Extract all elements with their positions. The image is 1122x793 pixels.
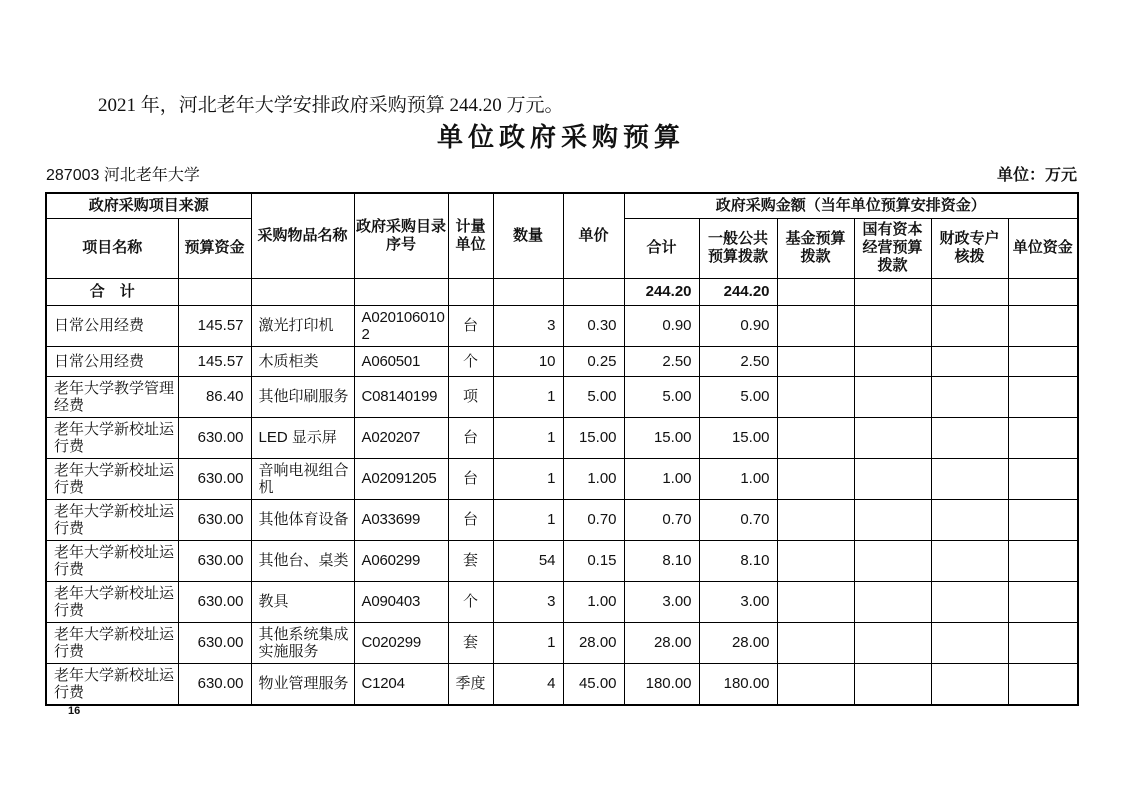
cell-item-name: 其他体育设备 (251, 499, 354, 540)
header-catalog-no: 政府采购目录序号 (354, 193, 448, 278)
header-total: 合计 (624, 218, 699, 278)
table-row (46, 663, 1078, 705)
summary-empty-cell (777, 278, 854, 305)
cell-total: 5.00 (624, 376, 699, 417)
cell-measure-unit: 套 (448, 622, 493, 663)
cell-quantity: 3 (493, 305, 563, 346)
cell-fiscal-account (931, 622, 1008, 663)
cell-quantity: 1 (493, 499, 563, 540)
summary-empty-cell (448, 278, 493, 305)
header-measure-unit: 计量单位 (448, 193, 493, 278)
header-state-capital-budget: 国有资本经营预算拨款 (854, 218, 931, 278)
cell-quantity: 1 (493, 458, 563, 499)
table-row (46, 622, 1078, 663)
cell-catalog-no: C020299 (354, 622, 448, 663)
intro-paragraph: 2021 年，河北老年大学安排政府采购预算 244.20 万元。 (98, 95, 564, 116)
cell-item-name: 物业管理服务 (251, 663, 354, 705)
cell-project-name: 老年大学新校址运行费 (46, 663, 178, 705)
cell-measure-unit: 套 (448, 540, 493, 581)
cell-unit-price: 15.00 (563, 417, 624, 458)
cell-project-name: 老年大学新校址运行费 (46, 581, 178, 622)
header-budget-funds: 预算资金 (178, 218, 251, 278)
cell-fiscal-account (931, 581, 1008, 622)
cell-project-name: 老年大学新校址运行费 (46, 499, 178, 540)
cell-state-capital-budget (854, 458, 931, 499)
cell-project-name: 日常公用经费 (46, 346, 178, 376)
cell-fund-budget (777, 458, 854, 499)
cell-general-budget: 1.00 (699, 458, 777, 499)
cell-catalog-no: A090403 (354, 581, 448, 622)
cell-measure-unit: 个 (448, 581, 493, 622)
header-general-budget: 一般公共预算拨款 (699, 218, 777, 278)
table-row (46, 581, 1078, 622)
cell-unit-funds (1008, 305, 1078, 346)
cell-project-name: 老年大学新校址运行费 (46, 417, 178, 458)
org-code-label: 287003 河北老年大学 (46, 167, 200, 184)
cell-state-capital-budget (854, 663, 931, 705)
cell-fiscal-account (931, 376, 1008, 417)
cell-unit-funds (1008, 622, 1078, 663)
cell-total: 180.00 (624, 663, 699, 705)
cell-project-name: 日常公用经费 (46, 305, 178, 346)
cell-project-name: 老年大学教学管理经费 (46, 376, 178, 417)
cell-state-capital-budget (854, 346, 931, 376)
header-row-1 (46, 193, 1078, 218)
cell-unit-price: 0.15 (563, 540, 624, 581)
cell-unit-price: 1.00 (563, 458, 624, 499)
cell-budget-funds: 630.00 (178, 663, 251, 705)
cell-total: 15.00 (624, 417, 699, 458)
cell-unit-funds (1008, 346, 1078, 376)
cell-budget-funds: 86.40 (178, 376, 251, 417)
cell-fund-budget (777, 305, 854, 346)
header-project-name: 项目名称 (46, 218, 178, 278)
cell-measure-unit: 台 (448, 458, 493, 499)
cell-fiscal-account (931, 499, 1008, 540)
unit-label: 单位：万元 (996, 167, 1077, 184)
cell-budget-funds: 145.57 (178, 346, 251, 376)
cell-general-budget: 15.00 (699, 417, 777, 458)
cell-budget-funds: 630.00 (178, 622, 251, 663)
table-row (46, 376, 1078, 417)
cell-quantity: 4 (493, 663, 563, 705)
cell-fund-budget (777, 376, 854, 417)
header-unit-funds: 单位资金 (1008, 218, 1078, 278)
cell-total: 2.50 (624, 346, 699, 376)
cell-total: 0.90 (624, 305, 699, 346)
cell-unit-funds (1008, 581, 1078, 622)
cell-budget-funds: 630.00 (178, 499, 251, 540)
cell-unit-price: 28.00 (563, 622, 624, 663)
table-meta-row (46, 165, 1077, 186)
cell-project-name: 老年大学新校址运行费 (46, 540, 178, 581)
summary-empty-cell (178, 278, 251, 305)
cell-item-name: 教具 (251, 581, 354, 622)
cell-item-name: 其他印刷服务 (251, 376, 354, 417)
cell-unit-price: 5.00 (563, 376, 624, 417)
cell-unit-price: 0.30 (563, 305, 624, 346)
cell-fiscal-account (931, 417, 1008, 458)
cell-item-name: 其他台、桌类 (251, 540, 354, 581)
table-row (46, 540, 1078, 581)
summary-empty-cell (1008, 278, 1078, 305)
header-source-group: 政府采购项目来源 (46, 193, 251, 218)
cell-total: 3.00 (624, 581, 699, 622)
cell-budget-funds: 630.00 (178, 417, 251, 458)
cell-state-capital-budget (854, 417, 931, 458)
header-item-name: 采购物品名称 (251, 193, 354, 278)
cell-unit-funds (1008, 499, 1078, 540)
cell-measure-unit: 项 (448, 376, 493, 417)
cell-budget-funds: 145.57 (178, 305, 251, 346)
cell-item-name: 激光打印机 (251, 305, 354, 346)
cell-catalog-no: C1204 (354, 663, 448, 705)
table-row (46, 499, 1078, 540)
cell-state-capital-budget (854, 499, 931, 540)
cell-general-budget: 0.90 (699, 305, 777, 346)
page-title: 单位政府采购预算 (436, 122, 685, 152)
cell-project-name: 老年大学新校址运行费 (46, 458, 178, 499)
header-unit-price: 单价 (563, 193, 624, 278)
cell-state-capital-budget (854, 376, 931, 417)
cell-unit-funds (1008, 540, 1078, 581)
cell-catalog-no: A033699 (354, 499, 448, 540)
cell-fund-budget (777, 663, 854, 705)
cell-fund-budget (777, 417, 854, 458)
cell-unit-funds (1008, 663, 1078, 705)
table-row (46, 458, 1078, 499)
table-body (46, 278, 1078, 705)
cell-item-name: 木质柜类 (251, 346, 354, 376)
cell-total: 1.00 (624, 458, 699, 499)
cell-measure-unit: 台 (448, 305, 493, 346)
cell-general-budget: 28.00 (699, 622, 777, 663)
cell-unit-funds (1008, 417, 1078, 458)
summary-empty-cell (854, 278, 931, 305)
cell-total: 0.70 (624, 499, 699, 540)
table-row (46, 417, 1078, 458)
header-fiscal-account: 财政专户核拨 (931, 218, 1008, 278)
cell-budget-funds: 630.00 (178, 540, 251, 581)
cell-catalog-no: C08140199 (354, 376, 448, 417)
summary-row (46, 278, 1078, 305)
cell-project-name: 老年大学新校址运行费 (46, 622, 178, 663)
summary-empty-cell (931, 278, 1008, 305)
summary-empty-cell (354, 278, 448, 305)
cell-unit-funds (1008, 376, 1078, 417)
cell-fund-budget (777, 540, 854, 581)
cell-total: 28.00 (624, 622, 699, 663)
cell-catalog-no: A020207 (354, 417, 448, 458)
header-fund-budget: 基金预算拨款 (777, 218, 854, 278)
header-amount-group: 政府采购金额（当年单位预算安排资金） (624, 193, 1078, 218)
summary-empty-cell (563, 278, 624, 305)
cell-quantity: 1 (493, 417, 563, 458)
procurement-budget-table (45, 192, 1079, 706)
cell-fund-budget (777, 499, 854, 540)
table-row (46, 305, 1078, 346)
cell-budget-funds: 630.00 (178, 581, 251, 622)
cell-state-capital-budget (854, 581, 931, 622)
cell-unit-price: 1.00 (563, 581, 624, 622)
summary-label: 合 计 (46, 278, 178, 305)
summary-empty-cell (493, 278, 563, 305)
cell-item-name: LED 显示屏 (251, 417, 354, 458)
cell-item-name: 音响电视组合机 (251, 458, 354, 499)
cell-catalog-no: A060501 (354, 346, 448, 376)
cell-fiscal-account (931, 458, 1008, 499)
cell-quantity: 1 (493, 376, 563, 417)
cell-total: 8.10 (624, 540, 699, 581)
cell-catalog-no: A060299 (354, 540, 448, 581)
cell-measure-unit: 季度 (448, 663, 493, 705)
summary-empty-cell (251, 278, 354, 305)
cell-catalog-no: A0201060102 (354, 305, 448, 346)
cell-fund-budget (777, 622, 854, 663)
summary-total: 244.20 (624, 278, 699, 305)
cell-fiscal-account (931, 540, 1008, 581)
header-quantity: 数量 (493, 193, 563, 278)
cell-unit-funds (1008, 458, 1078, 499)
cell-general-budget: 8.10 (699, 540, 777, 581)
cell-measure-unit: 个 (448, 346, 493, 376)
cell-measure-unit: 台 (448, 417, 493, 458)
cell-state-capital-budget (854, 305, 931, 346)
cell-budget-funds: 630.00 (178, 458, 251, 499)
cell-general-budget: 180.00 (699, 663, 777, 705)
cell-quantity: 10 (493, 346, 563, 376)
cell-item-name: 其他系统集成实施服务 (251, 622, 354, 663)
cell-fiscal-account (931, 346, 1008, 376)
cell-general-budget: 2.50 (699, 346, 777, 376)
cell-state-capital-budget (854, 622, 931, 663)
table-row (46, 346, 1078, 376)
cell-fund-budget (777, 581, 854, 622)
cell-unit-price: 0.70 (563, 499, 624, 540)
summary-general-budget: 244.20 (699, 278, 777, 305)
page-number: 16 (68, 705, 81, 717)
cell-fiscal-account (931, 305, 1008, 346)
cell-quantity: 54 (493, 540, 563, 581)
cell-unit-price: 45.00 (563, 663, 624, 705)
cell-general-budget: 3.00 (699, 581, 777, 622)
cell-state-capital-budget (854, 540, 931, 581)
cell-quantity: 3 (493, 581, 563, 622)
cell-catalog-no: A02091205 (354, 458, 448, 499)
cell-fund-budget (777, 346, 854, 376)
cell-unit-price: 0.25 (563, 346, 624, 376)
cell-general-budget: 0.70 (699, 499, 777, 540)
cell-measure-unit: 台 (448, 499, 493, 540)
cell-fiscal-account (931, 663, 1008, 705)
cell-general-budget: 5.00 (699, 376, 777, 417)
cell-quantity: 1 (493, 622, 563, 663)
